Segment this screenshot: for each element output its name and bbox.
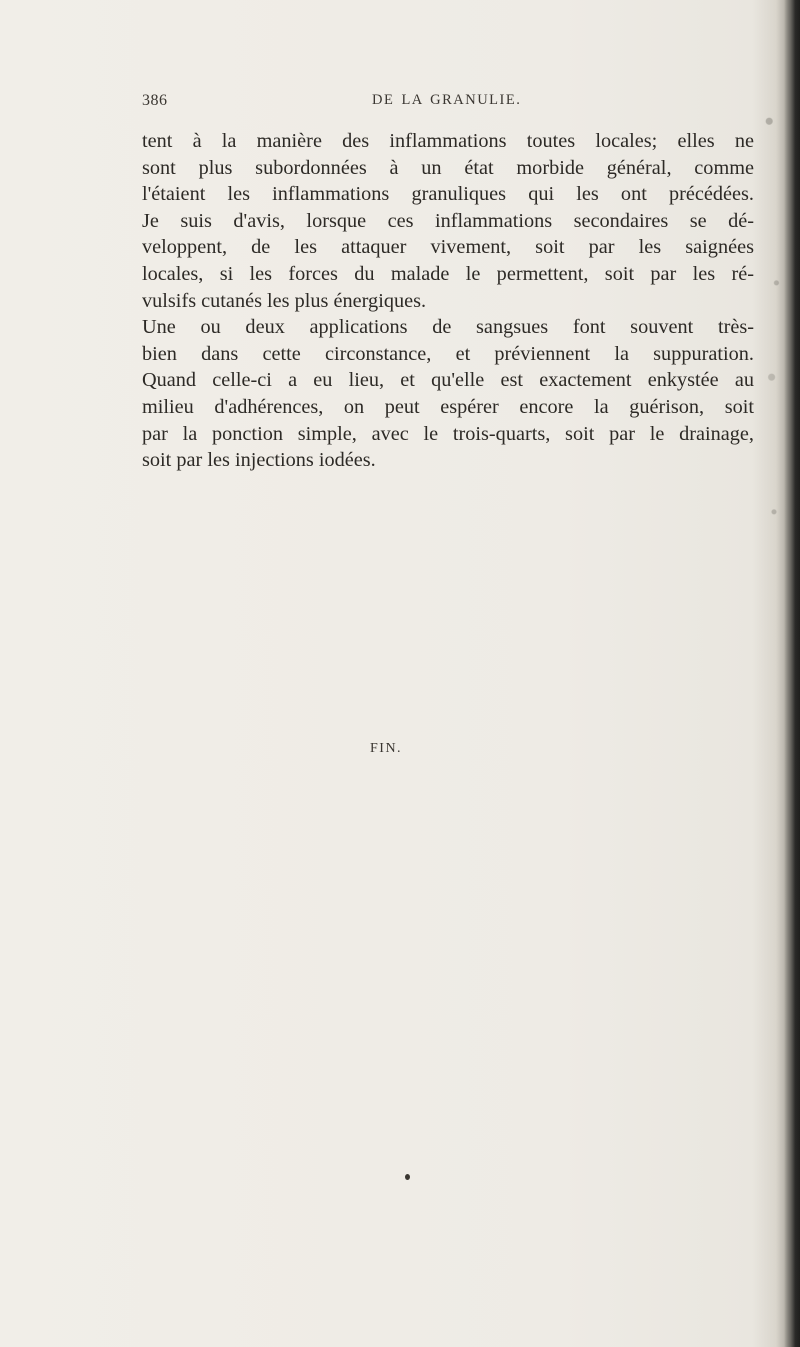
- text-line: locales, si les forces du malade le permettent, soit par les ré-: [142, 262, 754, 285]
- body-text: [142, 128, 754, 474]
- text-line: Une ou deux applications de sangsues font souvent très-: [142, 316, 754, 339]
- page-edge-stains: [762, 0, 786, 1347]
- text-line: vulsifs cutanés les plus énergiques.: [142, 289, 427, 312]
- text-line: veloppent, de les attaquer vivement, soit par les saignées: [142, 236, 754, 259]
- page-edge-shadow: [784, 0, 800, 1347]
- text-line: l'étaient les inflammations granuliques qui les ont précédées.: [142, 183, 754, 206]
- text-line: tent à la manière des inflammations toutes locales; elles ne: [142, 130, 754, 152]
- end-mark: FIN.: [370, 741, 403, 756]
- running-head: DE LA GRANULIE.: [372, 92, 522, 108]
- text-line: soit par les injections iodées.: [142, 449, 376, 472]
- text-line: Quand celle-ci a eu lieu, et qu'elle est exactement enkystée au: [142, 369, 754, 392]
- text-line: par la ponction simple, avec le trois-quarts, soit par le drainage,: [142, 422, 754, 445]
- page-number: 386: [142, 92, 168, 109]
- ink-speck: [405, 1174, 410, 1180]
- page-header: [142, 92, 754, 114]
- text-line: sont plus subordonnées à un état morbide général, comme: [142, 156, 754, 179]
- text-line: Je suis d'avis, lorsque ces inflammations secondaires se dé-: [142, 209, 754, 232]
- text-line: milieu d'adhérences, on peut espérer encore la guérison, soit: [142, 395, 754, 418]
- text-line: bien dans cette circonstance, et préviennent la suppuration.: [142, 342, 754, 365]
